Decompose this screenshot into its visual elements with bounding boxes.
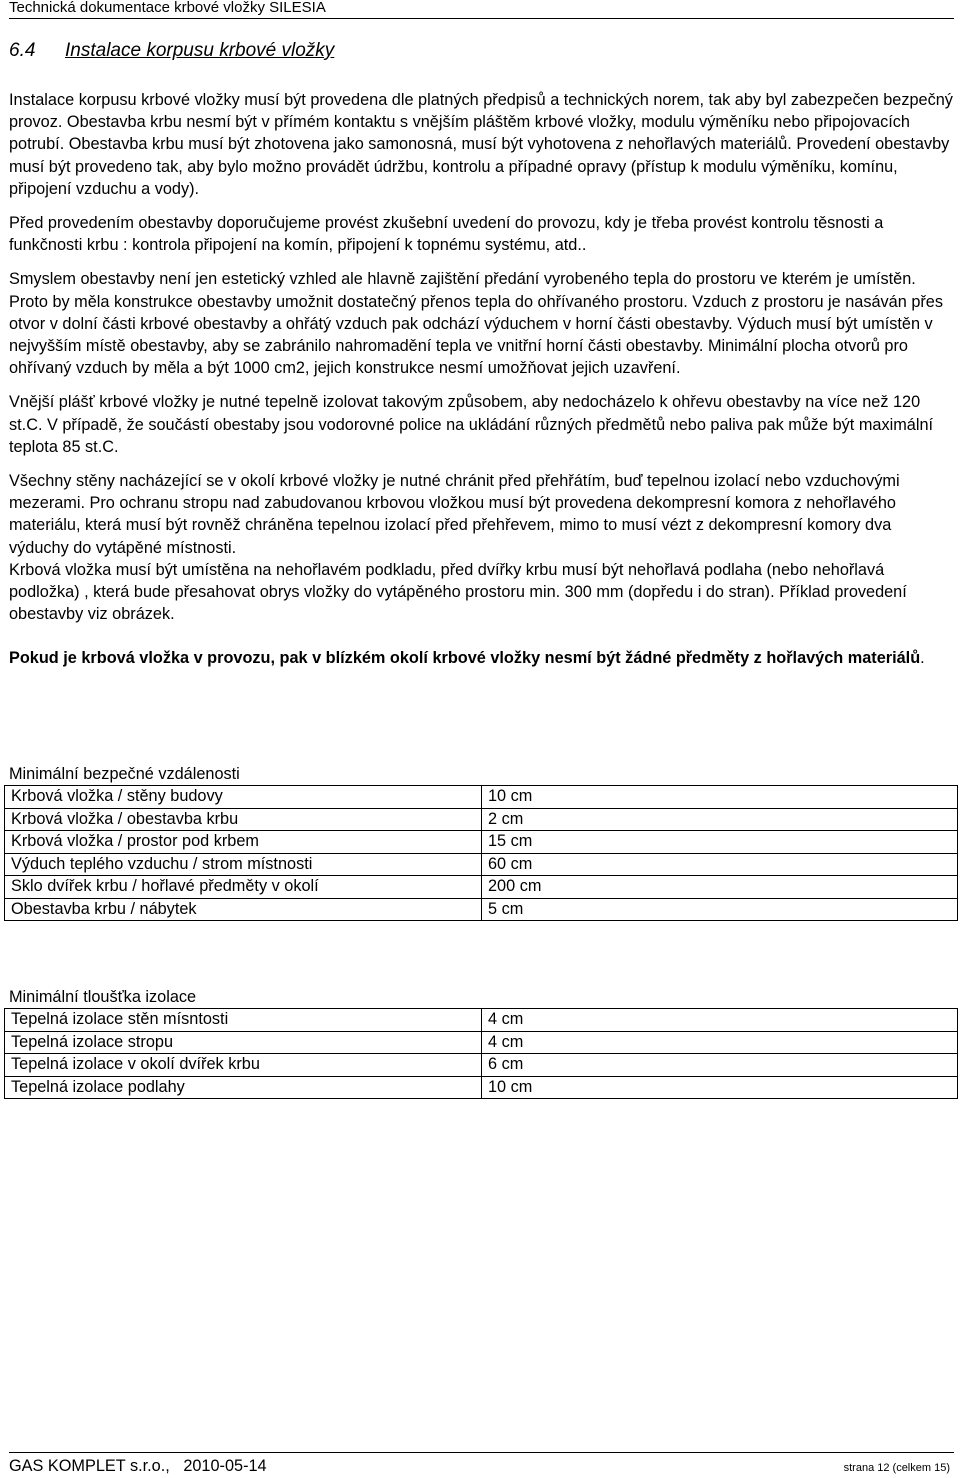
warning-period: . [920, 649, 925, 668]
insulation-value: 10 cm [482, 1076, 958, 1099]
section-heading [9, 40, 334, 62]
table-row [5, 786, 958, 809]
table-row [5, 876, 958, 899]
footer-page-number: strana 12 (celkem 15) [843, 1462, 950, 1474]
insulation-label: Tepelná izolace stropu [5, 1031, 482, 1054]
distance-value: 60 cm [482, 853, 958, 876]
table-row [5, 1076, 958, 1099]
insulation-label: Tepelná izolace stěn mísntosti [5, 1009, 482, 1032]
paragraph-purpose: Smyslem obestavby není jen estetický vzhled ale hlavně zajištění předání vyrobeného tepla do prostoru ve kterém je umístěn. Proto by měla konstrukce obestavby umožnit dostatečný přenos tepla do ohřívaného prostoru. Vzduch z prostoru je nasáván přes otvor v dolní části krbové obestavby a ohřátý vzduch pak odchází výduchem v horní části obestavby. Výduch musí být umístěn v nejvyšším místě obestavby, aby se zabránilo nahromadění tepla ve vnitřní horní části obestavby. Minimální plocha otvorů pro ohřívaný vzduch by měla a být 1000 cm2, jejich konstrukce nesmí umožňovat jejich uzavření. [9, 270, 943, 378]
distance-table-title: Minimální bezpečné vzdálenosti [9, 765, 240, 783]
page-header [9, 0, 954, 19]
paragraph-insulation: Vnější plášť krbové vložky je nutné tepelně izolovat takovým způsobem, aby nedocházelo k ohřevu obestavby na více než 120 st.C. V případě, že součástí obestaby jsou vodorovné police na ukládání různých předmětů nebo paliva pak může být maximální teplota 85 st.C. [9, 393, 934, 456]
header-title: Technická dokumentace krbové vložky SILESIA [9, 0, 326, 16]
distance-value: 2 cm [482, 808, 958, 831]
distance-value: 15 cm [482, 831, 958, 854]
insulation-table [4, 1008, 958, 1099]
footer-company: GAS KOMPLET s.r.o., 2010-05-14 [9, 1457, 267, 1475]
warning-bold: Pokud je krbová vložka v provozu, pak v blízkém okolí krbové vložky nesmí být žádné předměty z hořlavých materiálů [9, 649, 921, 668]
section-number: 6.4 [9, 40, 36, 61]
distance-label: Výduch teplého vzduchu / strom místnosti [5, 853, 482, 876]
section-title: Instalace korpusu krbové vložky [65, 40, 335, 61]
distance-table [4, 785, 958, 921]
distance-value: 10 cm [482, 786, 958, 809]
body-text [9, 89, 954, 682]
table-row [5, 1054, 958, 1077]
paragraph-test-run: Před provedením obestavby doporučujeme provést zkušební uvedení do provozu, kdy je třeba provést kontrolu těsnosti a funkčnosti krbu : kontrola připojení na komín, připojení k topnému systému, atd.. [9, 214, 884, 255]
page-footer [9, 1452, 954, 1475]
distance-label: Krbová vložka / stěny budovy [5, 786, 482, 809]
paragraph-installation: Instalace korpusu krbové vložky musí být provedena dle platných předpisů a technických norem, tak aby byl zabezpečen bezpečný provoz. Obestavba krbu nesmí být v přímém kontaktu s vnějším pláštěm krbové vložky, modulu výměníku nebo připojovacích potrubí. Obestavba krbu musí být zhotovena jako samonosná, musí být vyhotovena z nehořlavých materiálů. Provedení obestavby musí být provedeno tak, aby bylo možno provádět údržbu, kontrolu a případné opravy (přístup k modulu výměníku, komínu, připojení vzduchu a vody). [9, 91, 953, 198]
table-row [5, 898, 958, 921]
table-row [5, 1031, 958, 1054]
paragraph-floor: Krbová vložka musí být umístěna na nehořlavém podkladu, před dvířky krbu musí být nehořlavá podlaha (nebo nehořlavá podložka) , která bude přesahovat obrys vložky do vytápěného prostoru min. 300 mm (dopředu i do stran). Příklad provedení obestavby viz obrázek. [9, 560, 907, 624]
table-row [5, 853, 958, 876]
warning-text [9, 647, 954, 669]
distance-label: Krbová vložka / obestavba krbu [5, 808, 482, 831]
distance-label: Krbová vložka / prostor pod krbem [5, 831, 482, 854]
paragraph-walls: Všechny stěny nacházející se v okolí krbové vložky je nutné chránit před přehřátím, buď tepelnou izolací nebo vzduchovými mezerami. Pro ochranu stropu nad zabudovanou krbovou vložkou musí být provedena dekompresní komora z nehořlavého materiálu, která musí být rovněž chráněna tepelnou izolací před přehřevem, mimo to musí vézt z dekompresní komory dva výduchy do vytápěné místnosti. [9, 472, 900, 557]
distance-value: 200 cm [482, 876, 958, 899]
distance-label: Sklo dvířek krbu / hořlavé předměty v okolí [5, 876, 482, 899]
insulation-value: 4 cm [482, 1031, 958, 1054]
insulation-table-title: Minimální tloušťka izolace [9, 988, 197, 1006]
table-row [5, 831, 958, 854]
distance-label: Obestavba krbu / nábytek [5, 898, 482, 921]
insulation-value: 6 cm [482, 1054, 958, 1077]
insulation-label: Tepelná izolace v okolí dvířek krbu [5, 1054, 482, 1077]
table-row [5, 808, 958, 831]
table-row [5, 1009, 958, 1032]
insulation-value: 4 cm [482, 1009, 958, 1032]
insulation-label: Tepelná izolace podlahy [5, 1076, 482, 1099]
distance-value: 5 cm [482, 898, 958, 921]
